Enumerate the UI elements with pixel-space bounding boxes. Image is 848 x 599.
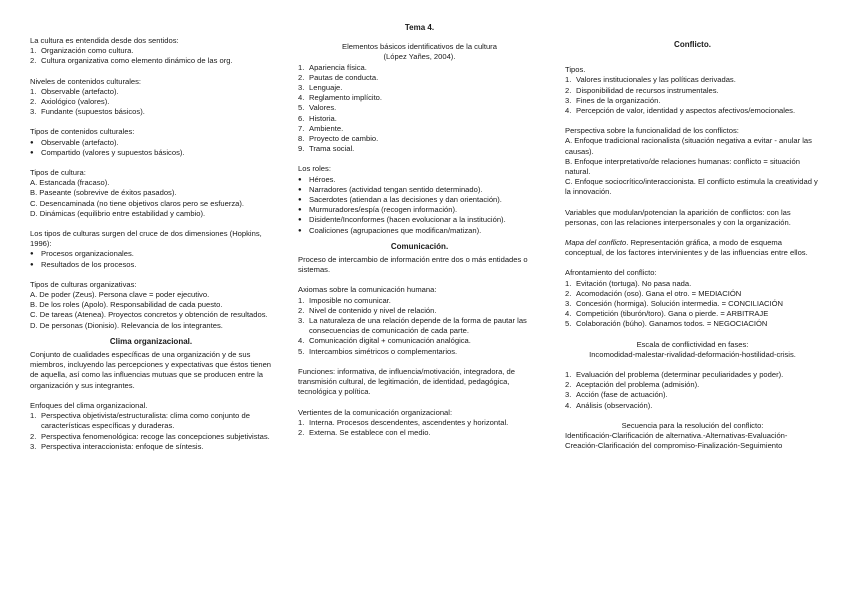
escala-text: Incomodidad-malestar-rivalidad-deformación-hostilidad-crisis.	[589, 349, 796, 359]
list-item: 1. Observable (artefacto).	[30, 86, 119, 96]
list-item: 1. Organización como cultura.	[30, 46, 134, 56]
vertientes-intro: Vertientes de la comunicación organizacional:	[298, 407, 453, 417]
comunicacion-title: Comunicación.	[390, 241, 449, 251]
list-item: 2. Acomodación (oso). Gana el otro. = MEDIACIÓN	[565, 288, 742, 298]
list-item: 2. Perspectiva fenomenológica: recoge las concepciones subjetivistas.	[30, 431, 270, 441]
tipos-contenidos-list	[30, 138, 272, 158]
list-item: ● Observable (artefacto).	[30, 137, 119, 147]
enfoques-intro: Enfoques del clima organizacional.	[30, 400, 148, 410]
tipos-contenidos-intro: Tipos de contenidos culturales:	[30, 127, 135, 137]
list-item: 2. Cultura organizativa como elemento dinámico de las org.	[30, 56, 233, 66]
niveles-list	[30, 87, 272, 118]
list-item: A. Enfoque tradicional racionalista (situación negativa a evitar - anular las causas).	[565, 136, 812, 156]
list-item: D. Dinámicas (equilibrio entre estabilidad y cambio).	[30, 208, 206, 218]
list-item: 9. Trama social.	[298, 144, 355, 154]
fases-list	[565, 370, 820, 411]
tipos-cultura-intro: Tipos de cultura:	[30, 168, 86, 178]
list-item: ● Coaliciones (agrupaciones que modifican/matizan).	[298, 225, 482, 235]
list-item: ● Procesos organizacionales.	[30, 249, 134, 259]
tema-title: Tema 4.	[404, 23, 435, 32]
list-item: 4. Reglamento implícito.	[298, 93, 383, 103]
cruce-intro: Los tipos de culturas surgen del cruce de dos dimensiones (Hopkins, 1996):	[30, 229, 262, 249]
elementos-title: Elementos básicos identificativos de la cultura	[342, 42, 497, 52]
clima-title: Clima organizacional.	[109, 336, 193, 346]
list-item: C. Enfoque sociocrítico/interaccionista. El conflicto estimula la creatividad y la innovación.	[565, 177, 818, 197]
funciones-text: Funciones: informativa, de influencia/motivación, integradora, de transmisión cultural, de legitimación, de identidad, pedagógica, tecnológica y política.	[298, 366, 515, 397]
sentidos-list	[30, 46, 272, 66]
list-item: A. De poder (Zeus). Persona clave = poder ejecutivo.	[30, 290, 210, 300]
list-item: C. Desencaminada (no tiene objetivos claros pero se esfuerza).	[30, 198, 245, 208]
enfoques-list	[30, 411, 272, 452]
list-item: ● Sacerdotes (atiendan a las decisiones y dan orientación).	[298, 195, 502, 205]
column-right	[565, 40, 820, 452]
list-item: 3. Lenguaje.	[298, 83, 343, 93]
list-item: 3. Concesión (hormiga). Solución intermedia. = CONCILIACIÓN	[565, 299, 784, 309]
perspectiva-intro: Perspectiva sobre la funcionalidad de los conflictos:	[565, 126, 739, 136]
cruce-list	[30, 249, 272, 269]
list-item: 3. Perspectiva interaccionista: enfoque de síntesis.	[30, 441, 204, 451]
comunicacion-text: Proceso de intercambio de información entre dos o más entidades o sistemas.	[298, 255, 528, 275]
list-item: 1. Valores institucionales y las políticas derivadas.	[565, 75, 736, 85]
list-item: 1. Apariencia física.	[298, 62, 367, 72]
axiomas-intro: Axiomas sobre la comunicación humana:	[298, 285, 437, 295]
list-item: B. De los roles (Apolo). Responsabilidad de cada puesto.	[30, 300, 223, 310]
roles-intro: Los roles:	[298, 164, 331, 174]
list-item: ● Héroes.	[298, 174, 336, 184]
list-item: ● Compartido (valores y supuestos básicos).	[30, 147, 185, 157]
list-item: 5. Valores.	[298, 103, 337, 113]
list-item: 7. Ambiente.	[298, 123, 344, 133]
list-item: 1. Imposible no comunicar.	[298, 295, 391, 305]
elementos-cite: (López Yañes, 2004).	[383, 52, 456, 62]
list-item: ● Disidente/Inconformes (hacen evolucionar a la institución).	[298, 215, 506, 225]
niveles-intro: Niveles de contenidos culturales:	[30, 76, 142, 86]
list-item: 3. Fines de la organización.	[565, 95, 661, 105]
elementos-list	[298, 63, 541, 155]
list-item: B. Paseante (sobrevive de éxitos pasados).	[30, 188, 177, 198]
list-item: 2. Nivel de contenido y nivel de relación.	[298, 305, 437, 315]
list-item: 4. Comunicación digital + comunicación analógica.	[298, 336, 471, 346]
tipos-intro: Tipos.	[565, 65, 586, 75]
axiomas-list	[298, 296, 541, 357]
tipos-list	[565, 75, 820, 116]
clima-text: Conjunto de cualidades específicas de una organización y de sus miembros, incluyendo las percepciones y expectativas que éstos tienen de aquella, así como las influencias mutuas que se producen entre la organización y sus integrantes.	[30, 350, 272, 390]
list-item: 1. Evaluación del problema (determinar peculiaridades y poder).	[565, 370, 784, 380]
column-middle	[298, 23, 541, 438]
conflicto-title: Conflicto.	[674, 40, 711, 49]
list-item: C. De tareas (Atenea). Proyectos concretos y obtención de resultados.	[30, 310, 268, 320]
list-item: ● Murmuradores/espía (recogen información).	[298, 205, 458, 215]
list-item: 2. Axiológico (valores).	[30, 97, 110, 107]
list-item: 5. Colaboración (búho). Ganamos todos. = NEGOCIACIÓN	[565, 319, 768, 329]
list-item: A. Estancada (fracaso).	[30, 178, 110, 188]
list-item: 2. Disponibilidad de recursos instrumentales.	[565, 85, 719, 95]
list-item: ● Resultados de los procesos.	[30, 259, 137, 269]
secuencia-text: Identificación-Clarificación de alternativa.-Alternativas-Evaluación-Creación-Clarificación del compromiso-Finalización-Seguimiento	[565, 431, 788, 451]
escala-title: Escala de conflictividad en fases:	[636, 339, 749, 349]
list-item: 3. La naturaleza de una relación depende de la forma de pautar las consecuencias de comunicación de cada parte.	[298, 316, 527, 336]
list-item: D. De personas (Dionisio). Relevancia de los integrantes.	[30, 320, 223, 330]
list-item: 1. Evitación (tortuga). No pasa nada.	[565, 278, 692, 288]
column-left	[30, 36, 272, 452]
mapa-text: Mapa del conflicto. Representación gráfica, a modo de esquema conceptual, de los factores intervinientes y de las influencias entre ellos.	[565, 238, 808, 258]
afrontamiento-intro: Afrontamiento del conflicto:	[565, 268, 657, 278]
list-item: 2. Externa. Se establece con el medio.	[298, 427, 431, 437]
list-item: 2. Aceptación del problema (admisión).	[565, 380, 700, 390]
list-item: 8. Proyecto de cambio.	[298, 134, 379, 144]
organizativas-intro: Tipos de culturas organizativas:	[30, 279, 137, 289]
list-item: 1. Interna. Procesos descendentes, ascendentes y horizontal.	[298, 417, 509, 427]
roles-list	[298, 175, 541, 236]
vertientes-list	[298, 418, 541, 438]
list-item: ● Narradores (actividad tengan sentido determinado).	[298, 184, 483, 194]
list-item: 4. Competición (tiburón/toro). Gana o pierde. = ARBITRAJE	[565, 309, 769, 319]
list-item: 2. Pautas de conducta.	[298, 72, 379, 82]
list-item: 4. Análisis (observación).	[565, 400, 653, 410]
variables-text: Variables que modulan/potencian la aparición de conflictos: con las personas, con las relaciones interpersonales y con la organización.	[565, 207, 791, 227]
sentidos-intro: La cultura es entendida desde dos sentidos:	[30, 36, 179, 45]
list-item: 3. Acción (fase de actuación).	[565, 390, 668, 400]
afrontamiento-list	[565, 279, 820, 330]
list-item: 4. Percepción de valor, identidad y aspectos afectivos/emocionales.	[565, 106, 796, 116]
list-item: 3. Fundante (supuestos básicos).	[30, 107, 145, 117]
secuencia-title: Secuencia para la resolución del conflicto:	[621, 420, 764, 430]
list-item: 1. Perspectiva objetivista/estructuralista: clima como conjunto de características específicas y duraderas.	[30, 411, 250, 431]
list-item: 6. Historia.	[298, 113, 337, 123]
list-item: 5. Intercambios simétricos o complementarios.	[298, 346, 458, 356]
list-item: B. Enfoque interpretativo/de relaciones humanas: conflicto = situación natural.	[565, 156, 800, 177]
